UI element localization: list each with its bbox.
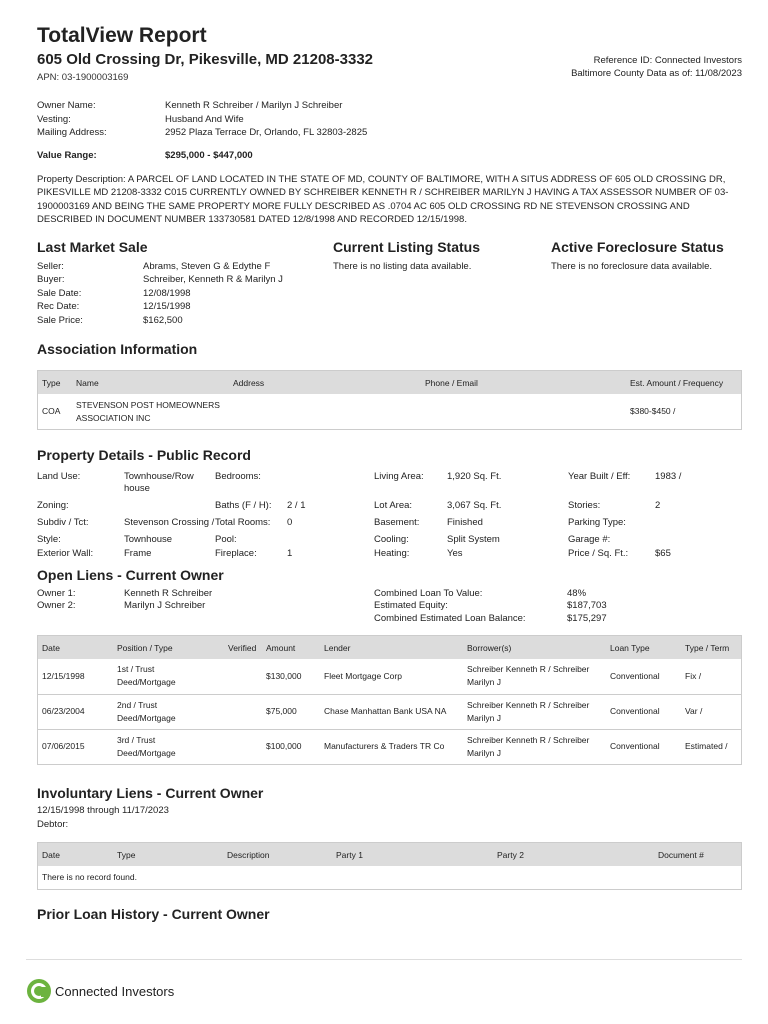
table-row [38, 394, 741, 429]
listing-text: There is no listing data available. [333, 260, 472, 272]
value-range-row [37, 149, 742, 163]
ext-wall-label: Exterior Wall: [37, 548, 94, 560]
year-built: 1983 / [655, 470, 682, 482]
involuntary-range: 12/15/1998 through 11/17/2023 [37, 805, 169, 817]
lot-area-label: Lot Area: [374, 499, 413, 511]
lien-position [113, 694, 224, 729]
lien-borrowers-line1: Schreiber Kenneth R / Schreiber [467, 734, 590, 745]
col-description: Description [223, 843, 332, 866]
price-sqft-label: Price / Sq. Ft.: [568, 548, 629, 560]
lien-position-line2: Deed/Mortgage [117, 712, 176, 723]
lot-area: 3,067 Sq. Ft. [447, 499, 502, 511]
assoc-name-line2: ASSOCIATION INC [76, 412, 151, 423]
col-party2: Party 2 [493, 843, 654, 866]
col-verified: Verified [224, 636, 262, 659]
lien-date: 12/15/1998 [38, 659, 113, 694]
foreclosure-text: There is no foreclosure data available. [551, 260, 713, 272]
report-page [37, 24, 742, 923]
lien-amount: $75,000 [262, 694, 320, 729]
garage [655, 531, 742, 548]
equity-label: Estimated Equity: [374, 600, 448, 612]
cooling-label: Cooling: [374, 533, 409, 545]
subdiv-label: Subdiv / Tct: [37, 516, 89, 528]
lien-lender: Manufacturers & Traders TR Co [324, 741, 445, 752]
lien-position-line1: 3rd / Trust [117, 734, 156, 745]
current-listing-status [333, 239, 551, 328]
stories-label: Stories: [568, 499, 601, 511]
col-party1: Party 1 [332, 843, 493, 866]
basement-label: Basement: [374, 516, 420, 528]
lien-position [113, 729, 224, 764]
living-area-label: Living Area: [374, 470, 424, 482]
lien-borrowers-line1: Schreiber Kenneth R / Schreiber [467, 664, 590, 675]
open-liens-table [37, 635, 742, 765]
style: Townhouse [124, 533, 173, 545]
fireplace: 1 [287, 548, 293, 560]
table-row [38, 694, 741, 729]
style-label: Style: [37, 533, 61, 545]
sale-date: 12/08/1998 [143, 287, 191, 299]
col-amount: Amount [262, 636, 320, 659]
owner-info [37, 99, 742, 140]
cltv-label: Combined Loan To Value: [374, 587, 483, 599]
lien-term: Fix / [681, 659, 741, 694]
assoc-name [72, 394, 229, 429]
total-rooms-label: Total Rooms: [215, 516, 271, 528]
county-data-date: Baltimore County Data as of: 11/08/2023 [571, 68, 742, 79]
involuntary-heading: Involuntary Liens - Current Owner [37, 785, 264, 802]
heating: Yes [447, 548, 463, 560]
mailing-address: 2952 Plaza Terrace Dr, Orlando, FL 32803-2825 [165, 127, 368, 138]
cooling: Split System [447, 533, 500, 545]
active-foreclosure-status [551, 239, 742, 328]
lien-borrowers [463, 694, 606, 729]
land-use-label: Land Use: [37, 470, 81, 482]
table-row [38, 659, 741, 694]
lien-date: 06/23/2004 [38, 694, 113, 729]
col-name: Name [72, 371, 229, 394]
lien-loan-type: Conventional [610, 741, 660, 752]
lien-verified [224, 659, 262, 694]
land-use: Townhouse/Row house [124, 470, 194, 494]
lien-borrowers-line1: Schreiber Kenneth R / Schreiber [467, 699, 590, 710]
lien-borrowers-line2: Marilyn J [467, 712, 502, 723]
lien-position [113, 659, 224, 694]
buyer-label: Buyer: [37, 274, 65, 286]
cltv: 48% [567, 587, 587, 599]
last-sale-details [37, 260, 333, 328]
association-table [37, 370, 742, 430]
zoning [124, 497, 215, 514]
col-document: Document # [654, 843, 741, 866]
lien-verified [224, 694, 262, 729]
apn: APN: 03-1900003169 [37, 72, 129, 83]
last-market-sale [37, 239, 333, 328]
sale-price-label: Sale Price: [37, 314, 83, 326]
lien-borrowers [463, 729, 606, 764]
table-row [38, 866, 741, 889]
lien-position-line2: Deed/Mortgage [117, 747, 176, 758]
balance: $175,297 [567, 612, 607, 624]
lien-borrowers [463, 659, 606, 694]
balance-label: Combined Estimated Loan Balance: [374, 612, 526, 624]
col-phone: Phone / Email [421, 371, 626, 394]
living-area: 1,920 Sq. Ft. [447, 470, 502, 482]
owner1: Kenneth R Schreiber [124, 587, 213, 599]
lien-borrowers-line2: Marilyn J [467, 747, 502, 758]
bedrooms [287, 468, 374, 497]
table-row [38, 729, 741, 764]
report-title: TotalView Report [37, 24, 207, 47]
col-date: Date [38, 636, 113, 659]
footer-divider [26, 959, 742, 960]
foreclosure-heading: Active Foreclosure Status [551, 238, 724, 255]
property-details-grid [37, 468, 742, 563]
ext-wall: Frame [124, 548, 152, 560]
col-type: Type [38, 371, 72, 394]
lien-lender: Chase Manhattan Bank USA NA [320, 694, 463, 729]
lien-loan-type: Conventional [606, 659, 681, 694]
assoc-address [229, 394, 421, 429]
last-sale-heading: Last Market Sale [37, 238, 148, 255]
lien-lender: Fleet Mortgage Corp [320, 659, 463, 694]
bedrooms-label: Bedrooms: [215, 470, 261, 482]
involuntary-table [37, 842, 742, 890]
lien-position-line1: 1st / Trust [117, 664, 155, 675]
lien-term: Var / [681, 694, 741, 729]
price-sqft: $65 [655, 548, 671, 560]
vesting-label: Vesting: [37, 113, 71, 125]
basement: Finished [447, 516, 483, 528]
rec-date: 12/15/1998 [143, 301, 191, 313]
property-description: Property Description: A PARCEL OF LAND LOCATED IN THE STATE OF MD, COUNTY OF BALTIMORE, WITH A SITUS ADDRESS OF 605 OLD CROSSING DR, PIKESVILLE MD 21208-3332 C015 CURRENTLY OWNED BY SCHREIBER KENNETH R / SCHREIBER MARILYN J HAVING A TAX ASSESSOR NUMBER OF 03-1900003169 AND BEING THE SAME PROPERTY MORE FULLY DESCRIBED AS .0704 AC 605 OLD CROSSING RD NE STEVENSON CROSSING AND DESCRIBED IN DOCUMENT NUMBER 133730581 DATED 12/8/1998 AND RECORDED 12/15/1998. [37, 174, 729, 226]
seller-label: Seller: [37, 260, 64, 272]
assoc-amount: $380-$450 / [630, 406, 676, 417]
buyer: Schreiber, Kenneth R & Marilyn J [143, 274, 283, 286]
stories: 2 [655, 499, 661, 511]
connected-investors-logo [26, 978, 174, 1004]
sale-listing-row [37, 239, 742, 328]
lien-verified [224, 729, 262, 764]
lien-term: Estimated / [685, 741, 728, 752]
pool [287, 531, 374, 548]
baths: 2 / 1 [287, 499, 306, 511]
property-details-heading: Property Details - Public Record [37, 447, 251, 464]
col-date: Date [38, 843, 113, 866]
lien-amount: $130,000 [262, 659, 320, 694]
zoning-label: Zoning: [37, 499, 69, 511]
assoc-name-line1: STEVENSON POST HOMEOWNERS [76, 399, 220, 410]
pool-label: Pool: [215, 533, 237, 545]
no-record-text: There is no record found. [42, 872, 137, 883]
rec-date-label: Rec Date: [37, 301, 80, 313]
vesting: Husband And Wife [165, 113, 244, 125]
involuntary-debtor: Debtor: [37, 818, 69, 830]
lien-borrowers-line2: Marilyn J [467, 677, 502, 688]
lien-position-line1: 2nd / Trust [117, 699, 158, 710]
association-heading: Association Information [37, 341, 198, 358]
mailing-label: Mailing Address: [37, 127, 107, 138]
open-liens-summary [37, 588, 742, 626]
owner-name: Kenneth R Schreiber / Marilyn J Schreiber [165, 100, 343, 111]
garage-label: Garage #: [568, 533, 611, 545]
col-amount: Est. Amount / Frequency [626, 371, 741, 394]
lien-position-line2: Deed/Mortgage [117, 677, 176, 688]
owner2: Marilyn J Schreiber [124, 600, 206, 612]
sale-price: $162,500 [143, 314, 183, 326]
col-borrowers: Borrower(s) [463, 636, 606, 659]
col-type-term: Type / Term [681, 636, 741, 659]
baths-label: Baths (F / H): [215, 499, 272, 511]
owner2-label: Owner 2: [37, 600, 76, 612]
lien-loan-type: Conventional [606, 694, 681, 729]
lien-amount: $100,000 [266, 741, 302, 752]
open-liens-heading: Open Liens - Current Owner [37, 566, 224, 583]
heating-label: Heating: [374, 548, 410, 560]
fireplace-label: Fireplace: [215, 548, 257, 560]
seller: Abrams, Steven G & Edythe F [143, 260, 271, 272]
prior-loans-heading: Prior Loan History - Current Owner [37, 906, 270, 923]
reference-id: Reference ID: Connected Investors [593, 55, 742, 66]
assoc-type: COA [42, 406, 61, 417]
parking [655, 514, 742, 531]
total-rooms: 0 [287, 516, 293, 528]
lien-date: 07/06/2015 [42, 741, 85, 752]
ci-logo-icon [26, 978, 52, 1004]
equity: $187,703 [567, 600, 607, 612]
col-address: Address [229, 371, 421, 394]
col-loan-type: Loan Type [606, 636, 681, 659]
assoc-phone [421, 394, 626, 429]
listing-heading: Current Listing Status [333, 238, 481, 255]
parking-label: Parking Type: [568, 516, 626, 528]
owner-name-label: Owner Name: [37, 100, 96, 111]
value-range: $295,000 - $447,000 [165, 149, 253, 161]
owner1-label: Owner 1: [37, 587, 76, 599]
value-range-label: Value Range: [37, 149, 97, 161]
col-type: Type [113, 843, 223, 866]
property-address: 605 Old Crossing Dr, Pikesville, MD 21208-3332 [37, 51, 374, 68]
subdiv: Stevenson Crossing / [124, 516, 215, 528]
brand-name: Connected Investors [55, 983, 175, 999]
sale-date-label: Sale Date: [37, 287, 82, 299]
year-built-label: Year Built / Eff: [568, 470, 631, 482]
col-position: Position / Type [113, 636, 224, 659]
reference-block [571, 54, 742, 80]
col-lender: Lender [320, 636, 463, 659]
